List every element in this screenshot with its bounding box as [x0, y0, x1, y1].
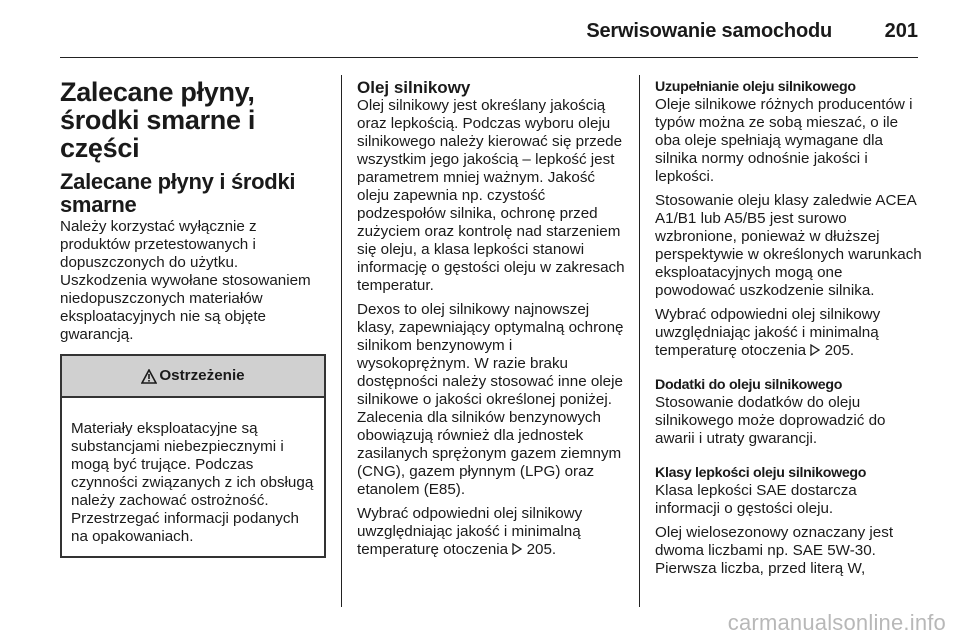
paragraph: Stosowanie oleju klasy zaledwie ACEA A1/B1 lub A5/B5 jest surowo wzbronione, ponieważ w dłuższej perspektywie w określonych warunkach eksploatacyjnych mogą one powodować uszkodzenie silnika.: [655, 192, 922, 299]
header-rule: [60, 57, 918, 58]
subsection-heading: Zalecane płyny i środki smarne: [60, 169, 296, 217]
running-title: Serwisowanie samochodu: [586, 20, 832, 42]
warning-icon: [141, 369, 157, 384]
paragraph: Dexos to olej silnikowy najnowszej klasy, zapewniający optymalną ochronę silnikom benzynowym i wysokoprężnym. W razie braku dostępności należy stosować inne oleje silnikowe o jakości określonej poniżej. Zalecenia dla silników benzynowych obowiązują również dla jednostek zasilanych sprężonym gazem ziemnym (CNG), gazem płynnym (LPG) oraz etanolem (E85).: [357, 301, 624, 498]
subheading: Klasy lepkości oleju silnikowego: [655, 465, 867, 481]
subheading: Dodatki do oleju silnikowego: [655, 377, 843, 393]
column-divider: [639, 75, 640, 607]
paragraph: Klasa lepkości SAE dostarcza informacji o gęstości oleju.: [655, 482, 857, 517]
paragraph: Olej wielosezonowy oznaczany jest dwoma liczbami np. SAE 5W-30. Pierwsza liczba, przed literą W,: [655, 524, 894, 577]
warning-title: Ostrzeżenie: [159, 367, 245, 384]
paragraph: Należy korzystać wyłącznie z produktów przetestowanych i dopuszczonych do użytku. Uszkodzenia wywołane stosowaniem niedopuszczonych materiałów eksploatacyjnych nie są objęte gwarancją.: [60, 218, 311, 343]
warning-text: Materiały eksploatacyjne są substancjami niebezpiecznymi i mogą być trujące. Podczas czynności związanych z ich obsługą należy zachować ostrożność. Przestrzegać informacji podanych na opakowaniach.: [71, 420, 314, 545]
arrow-right-icon: [512, 543, 522, 555]
page-reference-number: 205.: [824, 342, 855, 359]
paragraph: Stosowanie dodatków do oleju silnikowego może doprowadzić do awarii i utraty gwarancji.: [655, 394, 886, 447]
warning-box: [60, 354, 326, 558]
watermark: carmanualsonline.info: [727, 610, 946, 635]
page-header: [0, 0, 960, 58]
column-divider: [341, 75, 342, 607]
page-reference-number: 205.: [526, 541, 557, 558]
paragraph-text: Wybrać odpowiedni olej silnikowy uwzględniając jakość i minimalną temperaturę otoczenia: [357, 505, 583, 558]
column-2: [357, 78, 625, 565]
paragraph: [655, 306, 923, 360]
page-reference[interactable]: [810, 342, 854, 359]
warning-header: [62, 356, 324, 398]
subheading: Uzupełnianie oleju silnikowego: [655, 79, 856, 95]
paragraph: Oleje silnikowe różnych producentów i typów można ze sobą mieszać, o ile oba oleje spełniają wymagane dla silnika normy odnośnie jakości i lepkości.: [655, 96, 913, 185]
column-3: [655, 78, 923, 584]
section-heading: Olej silnikowy: [357, 78, 471, 97]
arrow-right-icon: [810, 344, 820, 356]
page-number: 201: [884, 20, 918, 42]
paragraph: Olej silnikowy jest określany jakością oraz lepkością. Podczas wyboru oleju silnikowego należy kierować się przede wszystkim jego jakością – lepkość jest parametrem mniej ważnym. Jakość oleju zapewnia np. czystość podzespołów silnika, ochronę przed zużyciem oraz kontrolę nad starzeniem się oleju, a klasa lepkości stanowi informację o gęstości oleju w zakresach temperatur.: [357, 97, 625, 294]
paragraph: [357, 505, 625, 559]
section-heading: Zalecane płyny, środki smarne i części: [60, 77, 256, 163]
page-reference[interactable]: [512, 541, 556, 558]
paragraph-text: Wybrać odpowiedni olej silnikowy uwzględniając jakość i minimalną temperaturę otoczenia: [655, 306, 881, 359]
column-1: [60, 78, 326, 558]
